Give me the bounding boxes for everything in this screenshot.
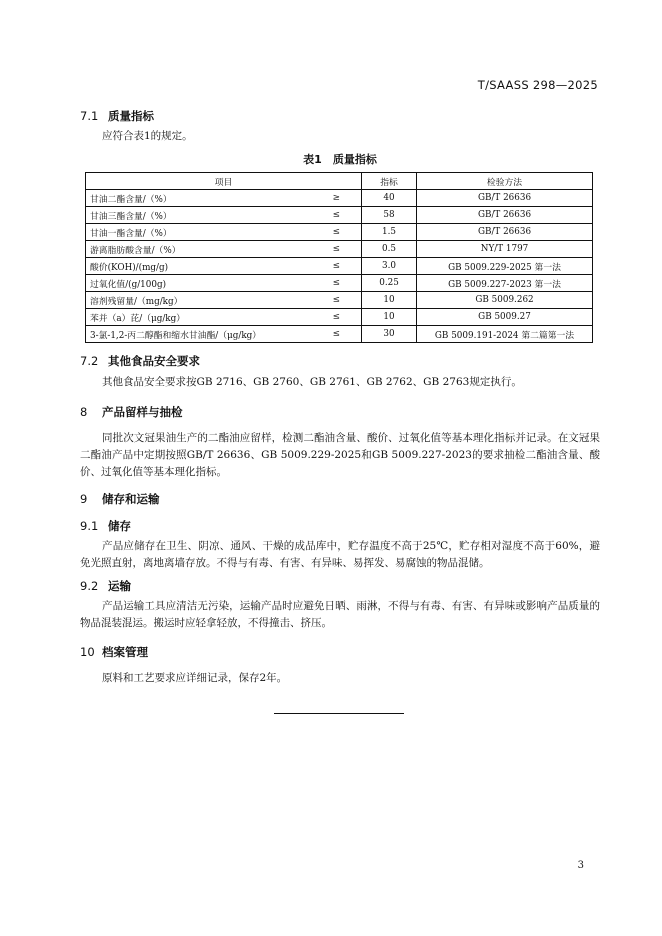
table-row	[86, 207, 593, 224]
row-comparator: ≥	[312, 190, 362, 207]
row-item: 甘油二酯含量/（%）	[86, 190, 312, 207]
row-comparator: ≤	[312, 258, 362, 275]
row-item: 过氧化值/(g/100g)	[86, 275, 312, 292]
quality-index-table	[85, 172, 593, 343]
row-comparator: ≤	[312, 224, 362, 241]
section-9-1-text: 产品应储存在卫生、阴凉、通风、干燥的成品库中，贮存温度不高于25℃，贮存相对湿度不高于60%，避免光照直射，离地离墙存放。不得与有毒、有害、有异味、易挥发、易腐蚀的物品混储。	[80, 540, 600, 569]
row-value: 30	[362, 326, 417, 343]
section-9-2-heading	[80, 578, 131, 594]
section-7-1-heading	[80, 108, 154, 124]
section-9-2-text: 产品运输工具应清洁无污染，运输产品时应避免日晒、雨淋，不得与有毒、有害、有异味或影响产品质量的物品混装混运。搬运时应轻拿轻放，不得撞击、挤压。	[80, 600, 600, 629]
row-item: 苯并（a）芘/（μg/kg）	[86, 309, 312, 326]
table-row	[86, 275, 593, 292]
row-method: GB 5009.227-2023 第一法	[417, 275, 593, 292]
row-value: 3.0	[362, 258, 417, 275]
row-comparator: ≤	[312, 241, 362, 258]
row-item: 游离脂肪酸含量/（%）	[86, 241, 312, 258]
table-header-row	[86, 173, 593, 190]
row-value: 40	[362, 190, 417, 207]
section-title: 质量指标	[108, 109, 154, 123]
row-method: GB 5009.27	[417, 309, 593, 326]
row-comparator: ≤	[312, 207, 362, 224]
section-number: 7.2	[80, 354, 99, 368]
header-item: 项目	[86, 173, 362, 190]
row-comparator: ≤	[312, 275, 362, 292]
section-title: 档案管理	[102, 645, 148, 659]
row-comparator: ≤	[312, 309, 362, 326]
section-number: 10	[80, 645, 95, 659]
section-10-heading	[80, 644, 148, 660]
section-7-2-heading	[80, 353, 200, 369]
row-value: 10	[362, 292, 417, 309]
row-item: 酸价(KOH)/(mg/g)	[86, 258, 312, 275]
row-value: 10	[362, 309, 417, 326]
end-rule	[274, 713, 404, 714]
row-method: GB 5009.191-2024 第二篇第一法	[417, 326, 593, 343]
table-caption: 表1 质量指标	[303, 153, 377, 166]
section-9-heading	[80, 491, 160, 507]
row-method: GB/T 26636	[417, 190, 593, 207]
section-7-1-text: 应符合表1的规定。	[102, 130, 193, 142]
header-index: 指标	[362, 173, 417, 190]
row-method: GB/T 26636	[417, 224, 593, 241]
row-value: 58	[362, 207, 417, 224]
row-item: 甘油一酯含量/（%）	[86, 224, 312, 241]
section-title: 产品留样与抽检	[102, 405, 183, 419]
row-item: 3-氯-1,2-丙二醇酯和缩水甘油酯/（μg/kg）	[86, 326, 312, 343]
row-item: 甘油三酯含量/（%）	[86, 207, 312, 224]
row-method: GB 5009.262	[417, 292, 593, 309]
section-8-heading	[80, 404, 183, 420]
section-number: 7.1	[80, 109, 99, 123]
section-title: 储存和运输	[102, 492, 160, 506]
row-comparator: ≤	[312, 326, 362, 343]
section-title: 储存	[108, 519, 131, 533]
section-title: 其他食品安全要求	[108, 354, 200, 368]
row-comparator: ≤	[312, 292, 362, 309]
table-row	[86, 190, 593, 207]
row-value: 1.5	[362, 224, 417, 241]
section-number: 9.2	[80, 579, 99, 593]
section-number: 9	[80, 492, 88, 506]
section-10-text: 原料和工艺要求应详细记录，保存2年。	[102, 672, 288, 684]
section-7-2-text: 其他食品安全要求按GB 2716、GB 2760、GB 2761、GB 2762、GB 2763规定执行。	[102, 376, 522, 388]
table-row	[86, 292, 593, 309]
table-row	[86, 224, 593, 241]
page-number: 3	[577, 860, 584, 871]
table-row	[86, 258, 593, 275]
row-method: GB/T 26636	[417, 207, 593, 224]
row-item: 溶剂残留量/（mg/kg）	[86, 292, 312, 309]
table-row	[86, 326, 593, 343]
table-row	[86, 309, 593, 326]
header-method: 检验方法	[417, 173, 593, 190]
row-value: 0.5	[362, 241, 417, 258]
row-method: GB 5009.229-2025 第一法	[417, 258, 593, 275]
section-title: 运输	[108, 579, 131, 593]
section-number: 9.1	[80, 519, 99, 533]
section-8-text: 同批次文冠果油生产的二酯油应留样，检测二酯油含量、酸价、过氧化值等基本理化指标并记录。在文冠果二酯油产品中定期按照GB/T 26636、GB 5009.229-2025和GB 5009.227-2023的要求抽检二酯油含量、酸价、过氧化值等基本理化指标。	[80, 432, 600, 478]
section-number: 8	[80, 405, 88, 419]
row-method: NY/T 1797	[417, 241, 593, 258]
row-value: 0.25	[362, 275, 417, 292]
standard-code: T/SAASS 298—2025	[477, 78, 598, 92]
section-9-1-heading	[80, 518, 131, 534]
table-row	[86, 241, 593, 258]
